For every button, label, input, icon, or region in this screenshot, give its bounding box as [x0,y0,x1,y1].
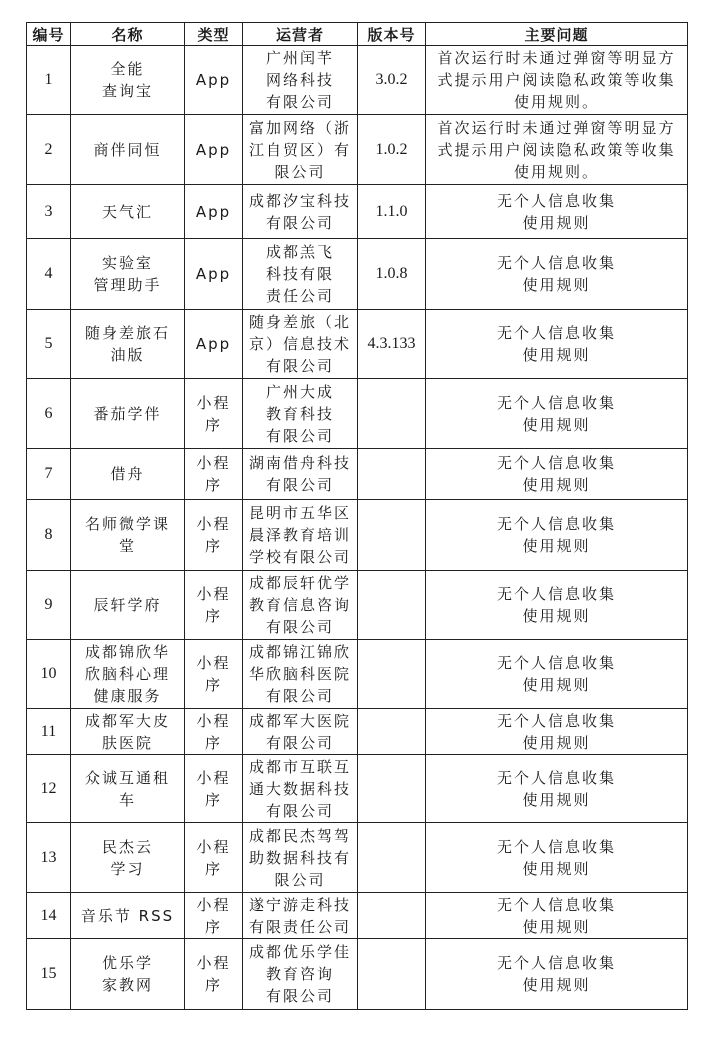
cell-version-text: 1.0.2 [375,140,408,158]
cell-issue-text: 无个人信息收集 使用规则 [496,454,616,494]
cell-name [71,310,185,379]
cell-issue [426,709,688,755]
cell-issue [426,640,688,709]
cell-issue [426,449,688,500]
cell-type [185,823,243,893]
cell-name-text: 成都军大皮肤医院 [84,711,170,752]
table-row [27,640,688,709]
cell-issue [426,239,688,310]
cell-id [27,823,71,893]
cell-type-text: 小程序 [196,393,231,434]
cell-id-text: 3 [44,202,53,220]
cell-version [358,185,426,239]
cell-id [27,379,71,449]
header-name: 名称 [71,23,185,46]
table-row [27,755,688,823]
table-header [27,23,688,46]
cell-type-text: App [195,140,232,159]
cell-operator-text: 成都辰轩优学教育信息咨询有限公司 [248,574,351,636]
cell-issue-text: 无个人信息收集 使用规则 [496,711,616,752]
cell-operator-text: 成都锦江锦欣华欣脑科医院有限公司 [248,643,351,705]
table-row [27,939,688,1010]
cell-name [71,185,185,239]
cell-id-text: 7 [44,465,53,482]
cell-operator [243,115,358,185]
cell-issue-text: 无个人信息收集 使用规则 [496,515,616,555]
header-row [27,23,688,46]
cell-version-text: 3.0.2 [375,71,408,88]
cell-operator [243,500,358,571]
cell-operator-text: 成都优乐学佳 教育咨询 有限公司 [248,943,351,1005]
cell-type-text: App [195,265,232,283]
cell-issue-text: 无个人信息收集 使用规则 [496,585,616,625]
cell-operator [243,310,358,379]
cell-operator-text: 遂宁游走科技有限责任公司 [248,895,351,936]
cell-operator [243,571,358,640]
cell-issue [426,939,688,1010]
cell-operator-text: 随身差旅（北京）信息技术有限公司 [248,313,351,375]
table-row [27,310,688,379]
cell-operator [243,379,358,449]
cell-operator [243,185,358,239]
cell-name [71,500,185,571]
cell-issue [426,571,688,640]
cell-id-text: 9 [44,596,53,613]
cell-issue [426,500,688,571]
cell-name [71,755,185,823]
cell-type [185,640,243,709]
cell-issue-text: 无个人信息收集 使用规则 [496,654,616,694]
cell-issue-text: 无个人信息收集 使用规则 [496,393,616,434]
cell-version-text: 1.0.8 [375,265,408,282]
table-row [27,449,688,500]
cell-issue [426,310,688,379]
cell-operator-text: 昆明市五华区晨泽教育培训学校有限公司 [248,504,351,566]
cell-name-text: 音乐节 RSS [80,906,175,925]
cell-operator-text: 成都军大医院有限公司 [248,711,351,752]
app-inspection-table-container [26,22,687,1010]
cell-operator-text: 广州大成 教育科技 有限公司 [265,382,334,445]
table-row [27,115,688,185]
cell-name-text: 全能 查询宝 [101,60,153,100]
cell-type [185,709,243,755]
cell-id [27,185,71,239]
cell-id [27,939,71,1010]
cell-name [71,46,185,115]
cell-name-text: 名师微学课堂 [84,515,170,555]
cell-type [185,939,243,1010]
table-row [27,571,688,640]
cell-id [27,500,71,571]
cell-type-text: 小程序 [196,711,231,752]
cell-type-text: 小程序 [196,895,231,936]
cell-operator-text: 湖南借舟科技有限公司 [248,454,351,494]
cell-name [71,571,185,640]
cell-id [27,239,71,310]
cell-issue [426,893,688,939]
table-row [27,709,688,755]
cell-type [185,755,243,823]
cell-type [185,239,243,310]
cell-type-text: App [195,71,232,89]
cell-id-text: 12 [40,779,57,797]
cell-type [185,893,243,939]
cell-operator [243,939,358,1010]
cell-operator-text: 成都汐宝科技有限公司 [248,191,351,232]
cell-id-text: 14 [40,906,57,924]
cell-id [27,115,71,185]
cell-operator [243,823,358,893]
cell-id [27,571,71,640]
cell-name-text: 番茄学伴 [93,404,162,423]
cell-type-text: 小程序 [196,654,231,694]
cell-issue-text: 无个人信息收集 使用规则 [496,837,616,878]
header-issue: 主要问题 [426,23,688,46]
cell-operator-text: 成都羔飞 科技有限 责任公司 [265,243,334,305]
cell-name [71,449,185,500]
cell-issue-text: 无个人信息收集 使用规则 [496,895,616,936]
cell-issue-text: 首次运行时未通过弹窗等明显方式提示用户阅读隐私政策等收集使用规则。 [437,118,676,181]
cell-type [185,379,243,449]
header-type: 类型 [185,23,243,46]
cell-id-text: 2 [44,140,53,158]
cell-name-text: 商伴同恒 [93,140,162,159]
cell-id [27,640,71,709]
cell-name [71,115,185,185]
cell-id-text: 1 [44,71,53,88]
cell-id [27,46,71,115]
cell-version [358,310,426,379]
cell-name [71,379,185,449]
cell-type-text: 小程序 [196,837,231,878]
cell-operator [243,893,358,939]
cell-name-text: 实验室 管理助手 [93,254,162,294]
cell-name-text: 随身差旅石油版 [84,324,170,364]
cell-id-text: 5 [44,335,53,352]
cell-version [358,823,426,893]
cell-type [185,310,243,379]
cell-issue-text: 无个人信息收集 使用规则 [496,954,616,994]
cell-version [358,755,426,823]
cell-version [358,893,426,939]
cell-id-text: 11 [40,722,57,740]
cell-version [358,640,426,709]
cell-type-text: 小程序 [196,454,231,494]
table-row [27,185,688,239]
cell-type [185,46,243,115]
cell-id-text: 10 [40,665,57,682]
cell-name-text: 辰轩学府 [93,596,162,614]
cell-version [358,571,426,640]
table-row [27,823,688,893]
cell-issue [426,379,688,449]
cell-name-text: 天气汇 [101,202,153,221]
cell-id [27,709,71,755]
cell-type-text: 小程序 [196,954,231,994]
cell-issue-text: 无个人信息收集 使用规则 [496,191,616,232]
cell-type [185,571,243,640]
cell-type-text: 小程序 [196,515,231,555]
cell-version [358,115,426,185]
cell-version [358,449,426,500]
table-row [27,893,688,939]
cell-id-text: 15 [40,965,57,982]
cell-operator-text: 成都市互联互通大数据科技有限公司 [248,757,351,820]
cell-issue-text: 首次运行时未通过弹窗等明显方式提示用户阅读隐私政策等收集使用规则。 [437,49,676,111]
header-version: 版本号 [358,23,426,46]
cell-id [27,755,71,823]
cell-name [71,709,185,755]
cell-id-text: 4 [44,265,53,282]
cell-issue-text: 无个人信息收集 使用规则 [496,768,616,809]
cell-id [27,310,71,379]
cell-issue [426,185,688,239]
cell-id-text: 13 [40,848,57,866]
cell-type-text: App [195,335,232,353]
cell-name-text: 优乐学 家教网 [101,954,153,994]
cell-type [185,449,243,500]
cell-version [358,46,426,115]
cell-operator [243,640,358,709]
cell-operator-text: 成都民杰驾驾助数据科技有限公司 [248,826,351,889]
table-row [27,500,688,571]
header-operator: 运营者 [243,23,358,46]
cell-name [71,823,185,893]
cell-issue-text: 无个人信息收集 使用规则 [496,254,616,294]
cell-name-text: 成都锦欣华欣脑科心理健康服务 [84,643,170,705]
cell-id [27,893,71,939]
cell-operator [243,755,358,823]
table-row [27,239,688,310]
table-row [27,46,688,115]
cell-id-text: 6 [44,404,53,422]
cell-name [71,893,185,939]
cell-version-text: 4.3.133 [367,335,416,352]
cell-name-text: 借舟 [110,465,145,483]
cell-id-text: 8 [44,526,53,543]
cell-operator [243,46,358,115]
cell-type [185,500,243,571]
cell-name [71,939,185,1010]
cell-type [185,115,243,185]
cell-operator [243,239,358,310]
header-id: 编号 [27,23,71,46]
cell-operator-text: 富加网络（浙江自贸区）有限公司 [248,118,351,181]
cell-version [358,709,426,755]
cell-version [358,239,426,310]
cell-type-text: 小程序 [196,768,231,809]
cell-type [185,185,243,239]
cell-version-text: 1.1.0 [375,202,408,220]
cell-name [71,239,185,310]
cell-issue [426,823,688,893]
cell-operator [243,449,358,500]
cell-operator [243,709,358,755]
cell-name-text: 众诚互通租车 [84,768,170,809]
table-body [27,46,688,1010]
cell-version [358,500,426,571]
cell-name-text: 民杰云 学习 [101,837,153,878]
cell-operator-text: 广州闰芊 网络科技 有限公司 [265,49,334,111]
app-inspection-table [26,22,688,1010]
cell-issue [426,755,688,823]
cell-issue [426,46,688,115]
cell-issue-text: 无个人信息收集 使用规则 [496,324,616,364]
cell-name [71,640,185,709]
table-row [27,379,688,449]
cell-version [358,379,426,449]
cell-type-text: 小程序 [196,585,231,625]
cell-id [27,449,71,500]
cell-version [358,939,426,1010]
cell-type-text: App [195,202,232,221]
cell-issue [426,115,688,185]
